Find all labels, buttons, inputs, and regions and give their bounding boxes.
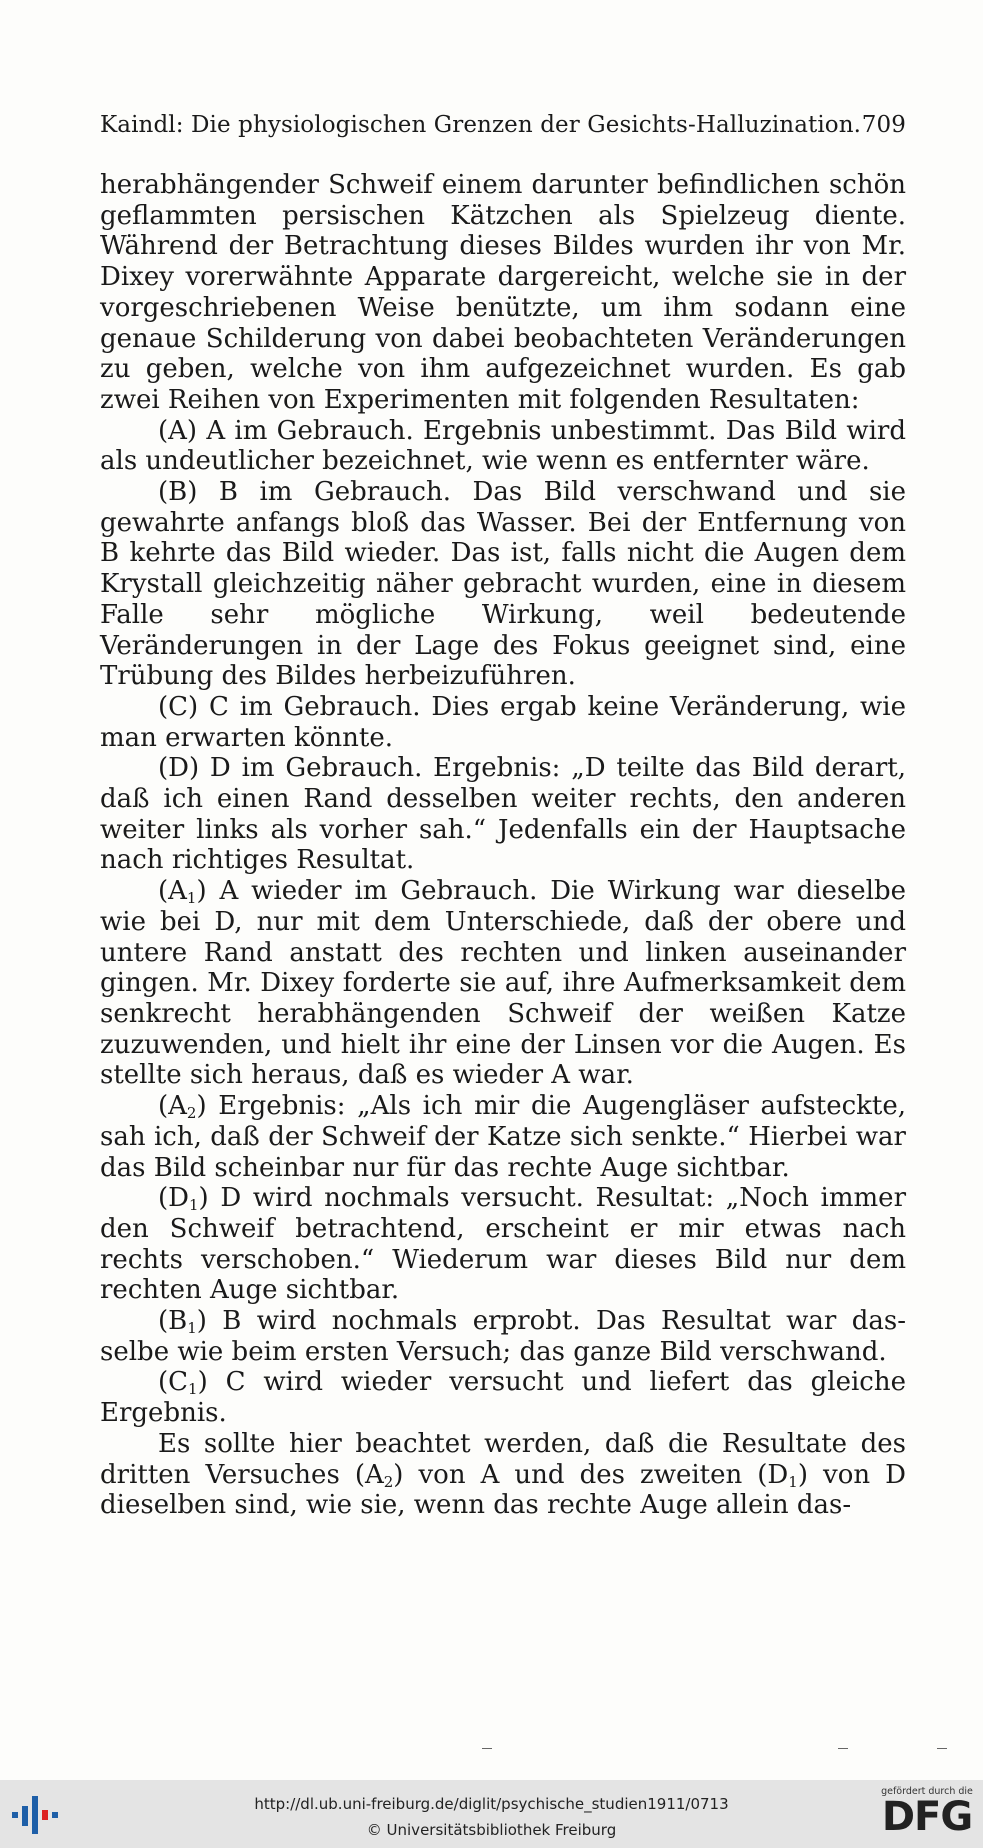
running-title: Kaindl: Die physiologischen Grenzen der Gesichts-Halluzination. — [100, 112, 862, 138]
paragraph-text: Es sollte hier beachtet werden, daß die Resultate des dritten Versuches (A — [100, 1428, 906, 1490]
paragraph-c1 — [100, 1367, 906, 1428]
label-prefix: (C — [158, 1367, 189, 1398]
page-number: 709 — [861, 112, 906, 138]
paragraph-a2 — [100, 1091, 906, 1183]
scan-marks — [0, 1748, 983, 1758]
dfg-logo — [881, 1786, 973, 1844]
scan-mark — [838, 1748, 848, 1749]
paragraph-text: ) Ergebnis: „Als ich mir die Augengläser aufsteckte, sah ich, daß der Schweif der Katze sich senkte.“ Hierbei war das Bild scheinbar nur für das rechte Auge sichtbar. — [100, 1091, 906, 1183]
paragraph-text: ) von A und des zweiten (D — [393, 1459, 789, 1490]
subscript: 1 — [188, 1380, 198, 1399]
paragraph-d: (D) D im Gebrauch. Ergebnis: „D teilte das Bild derart, daß ich einen Rand desselben weiter rechts, den anderen weiter links als vorher sah.“ Jedenfalls ein der Hauptsache nach richtiges Resultat. — [100, 753, 906, 876]
running-header — [100, 112, 906, 138]
paragraph-a: (A) A im Gebrauch. Ergebnis unbestimmt. Das Bild wird als undeutlicher bezeichnet, wie wenn es entfernter wäre. — [100, 415, 906, 477]
subscript: 2 — [383, 1472, 394, 1491]
body-text — [100, 170, 906, 1521]
label-prefix: (B — [158, 1306, 188, 1337]
paragraph-text: ) C wird wieder versucht und liefert das gleiche Ergebnis. — [100, 1367, 906, 1429]
paragraph-conclusion — [100, 1429, 906, 1521]
label-prefix: (D — [158, 1183, 189, 1214]
paragraph-text: ) A wieder im Gebrauch. Die Wirkung war dieselbe wie bei D, nur mit dem Unterschiede, daß der obere und untere Rand anstatt des rechten und linken auseinander gingen. Mr. Dixey forderte sie auf, ihre Aufmerksamkeit dem senkrecht herabhängenden Schweif der weißen Katze zuzuwenden, und hielt ihr eine der Linsen vor die Augen. Es stellte sich heraus, daß es wieder A war. — [100, 876, 906, 1091]
subscript: 1 — [187, 1319, 197, 1338]
scan-mark — [937, 1748, 947, 1749]
dfg-wordmark: DFG — [881, 1794, 973, 1840]
library-footer — [0, 1780, 983, 1848]
paragraph-a1 — [100, 876, 906, 1091]
paragraph-text: ) D wird nochmals versucht. Resultat: „Noch immer den Schweif betrachtend, erscheint er mir etwas nach rechts verschoben.“ Wiederum war dieses Bild nur dem rechten Auge sichtbar. — [100, 1183, 906, 1306]
paragraph-b: (B) B im Gebrauch. Das Bild verschwand und sie gewahrte anfangs bloß das Wasser. Bei der Entfernung von B kehrte das Bild wieder. Das ist, falls nicht die Augen dem Krystall gleichzeitig näher gebracht wurden, eine in diesem Falle sehr mögliche Wirkung, weil bedeutende Veränderungen in der Lage des Fokus geeignet sind, eine Trübung des Bildes herbeizuführen. — [100, 477, 906, 692]
paragraph-text: ) von D dieselben sind, wie sie, wenn das rechte Auge allein das- — [100, 1459, 907, 1521]
copyright-notice: © Universitätsbibliothek Freiburg — [366, 1821, 617, 1839]
paragraph-c: (C) C im Gebrauch. Dies ergab keine Veränderung, wie man erwarten könnte. — [100, 691, 906, 753]
subscript: 1 — [189, 1196, 199, 1215]
scan-mark — [482, 1748, 492, 1749]
label-prefix: (A — [158, 876, 187, 907]
source-url-link[interactable]: http://dl.ub.uni-freiburg.de/diglit/psychische_studien1911/0713 — [254, 1795, 729, 1813]
dfg-tagline: gefördert durch die — [881, 1786, 973, 1797]
subscript: 2 — [186, 1104, 197, 1123]
label-prefix: (A — [158, 1091, 187, 1122]
paragraph-b1 — [100, 1306, 906, 1367]
paragraph-d1 — [100, 1183, 906, 1306]
paragraph-text: ) B wird nochmals erprobt. Das Resultat war dasselbe wie beim ersten Versuch; das ganze Bild verschwand. — [100, 1306, 906, 1367]
subscript: 1 — [788, 1472, 798, 1491]
paragraph-intro: herabhängender Schweif einem darunter befindlichen schön geflammten persischen Kätzchen als Spielzeug diente. Während der Betrachtung dieses Bildes wurden ihr von Mr. Dixey vorerwähnte Apparate dargereicht, welche sie in der vorgeschriebenen Weise benützte, um ihm sodann eine genaue Schilderung von dabei beobachteten Veränderungen zu geben, welche von ihm aufgezeichnet wurden. Es gab zwei Reihen von Experimenten mit folgenden Resultaten: — [100, 170, 906, 415]
subscript: 1 — [186, 889, 197, 908]
